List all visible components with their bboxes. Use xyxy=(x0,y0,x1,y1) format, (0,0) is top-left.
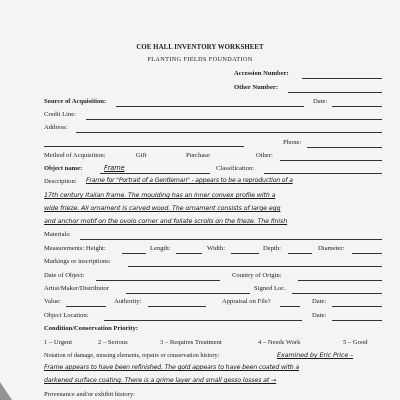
damage-notation-label: Notation of damage, missing elements, repairs or conservation history: xyxy=(44,352,220,359)
description-line-4: and anchor motif on the ovolo corner and foliate scrolls on the frieze. The finish xyxy=(44,217,288,225)
object-name-label: Object name: xyxy=(44,165,83,172)
source-of-acquisition-field[interactable] xyxy=(116,106,304,107)
method-of-acquisition-label: Method of Acquisition: xyxy=(44,152,106,159)
location-date-label: Date: xyxy=(312,312,327,319)
priority-4-option[interactable]: 4 – Needs Work xyxy=(258,339,301,346)
width-field[interactable] xyxy=(231,253,259,254)
country-of-origin-field[interactable] xyxy=(298,280,382,281)
diameter-label: Diameter: xyxy=(318,245,345,252)
appraisal-on-file-field[interactable] xyxy=(280,306,300,307)
length-field[interactable] xyxy=(176,253,202,254)
page-corner-shadow xyxy=(0,382,28,400)
value-field[interactable] xyxy=(66,306,106,307)
method-other-field[interactable] xyxy=(280,160,382,161)
width-label: Width: xyxy=(207,245,226,252)
date-of-object-field[interactable] xyxy=(96,280,220,281)
address-field[interactable] xyxy=(76,132,382,133)
priority-3-option[interactable]: 3 – Requires Treatment xyxy=(160,339,222,346)
country-of-origin-label: Country of Origin: xyxy=(232,272,282,279)
provenance-label: Provenance and/or exhibit history: xyxy=(44,391,136,398)
length-label: Length: xyxy=(150,245,171,252)
other-number-label: Other Number: xyxy=(234,84,279,91)
artist-maker-label: Artist/Maker/Distributor xyxy=(44,285,109,292)
priority-5-option[interactable]: 5 – Good xyxy=(343,339,368,346)
description-label: Description: xyxy=(44,178,77,185)
damage-notation-line-3: darkened surface coating. There is a grime layer and small gesso losses at → xyxy=(44,377,277,384)
location-date-field[interactable] xyxy=(332,320,382,321)
acquisition-date-field[interactable] xyxy=(332,106,382,107)
method-other-label: Other: xyxy=(256,152,273,159)
artist-maker-field[interactable] xyxy=(126,293,250,294)
markings-label: Markings or inscriptions: xyxy=(44,258,111,265)
description-line-2: 17th century Italian frame. The moulding has an inner convex profile with a xyxy=(44,191,276,199)
materials-field[interactable] xyxy=(80,239,382,240)
appraisal-date-field[interactable] xyxy=(332,306,382,307)
other-number-field[interactable] xyxy=(288,92,382,93)
authority-label: Authority: xyxy=(114,298,142,305)
source-of-acquisition-label: Source of Acquisition: xyxy=(44,98,107,105)
classification-label: Classification: xyxy=(216,165,255,172)
page-subtitle: PLANTING FIELDS FOUNDATION xyxy=(147,56,253,63)
depth-label: Depth: xyxy=(263,245,281,252)
phone-field[interactable] xyxy=(307,147,382,148)
diameter-field[interactable] xyxy=(352,253,382,254)
object-name-field[interactable] xyxy=(100,173,210,174)
object-location-field[interactable] xyxy=(104,320,302,321)
description-line-1: Frame for "Portrait of a Gentleman" - appears to be a reproduction of a xyxy=(86,177,293,184)
value-label: Value: xyxy=(44,298,61,305)
credit-line-label: Credit Line: xyxy=(44,111,77,118)
address-field-line-2[interactable] xyxy=(44,146,244,147)
accession-number-field[interactable] xyxy=(302,78,382,79)
date-of-object-label: Date of Object: xyxy=(44,272,85,279)
priority-1-option[interactable]: 1 – Urgent xyxy=(44,339,73,346)
measurements-height-label: Measurements: Height: xyxy=(44,245,106,252)
markings-field[interactable] xyxy=(128,266,382,267)
object-name-value: Frame xyxy=(104,164,125,172)
signed-loc-label: Signed Loc. xyxy=(254,285,286,292)
authority-field[interactable] xyxy=(148,306,206,307)
phone-label: Phone: xyxy=(283,139,302,146)
damage-notation-line-2: Frame appears to have been refinished. The gold appears to have been coated with a xyxy=(44,364,299,371)
classification-field[interactable] xyxy=(264,173,382,174)
accession-number-label: Accession Number: xyxy=(234,70,289,77)
damage-notation-line-1: Examined by Eric Price – xyxy=(277,351,354,359)
appraisal-date-label: Date: xyxy=(312,298,327,305)
materials-label: Materials: xyxy=(44,231,71,238)
height-field[interactable] xyxy=(122,253,146,254)
page-title: COE HALL INVENTORY WORKSHEET xyxy=(136,44,264,51)
priority-2-option[interactable]: 2 – Serious xyxy=(98,339,128,346)
address-label: Address: xyxy=(44,124,68,131)
description-line-3: wide frieze. All ornament is carved wood. The ornament consists of large egg xyxy=(44,204,281,212)
object-location-label: Object Location: xyxy=(44,312,89,319)
depth-field[interactable] xyxy=(288,253,312,254)
method-purchase-option[interactable]: Purchase xyxy=(186,152,210,159)
signed-loc-field[interactable] xyxy=(292,293,382,294)
condition-priority-heading: Condition/Conservation Priority: xyxy=(44,325,138,332)
acquisition-date-label: Date: xyxy=(313,98,328,105)
credit-line-field[interactable] xyxy=(86,119,382,120)
method-gift-option[interactable]: Gift xyxy=(136,152,147,159)
appraisal-on-file-label: Appraisal on File? xyxy=(222,298,271,305)
